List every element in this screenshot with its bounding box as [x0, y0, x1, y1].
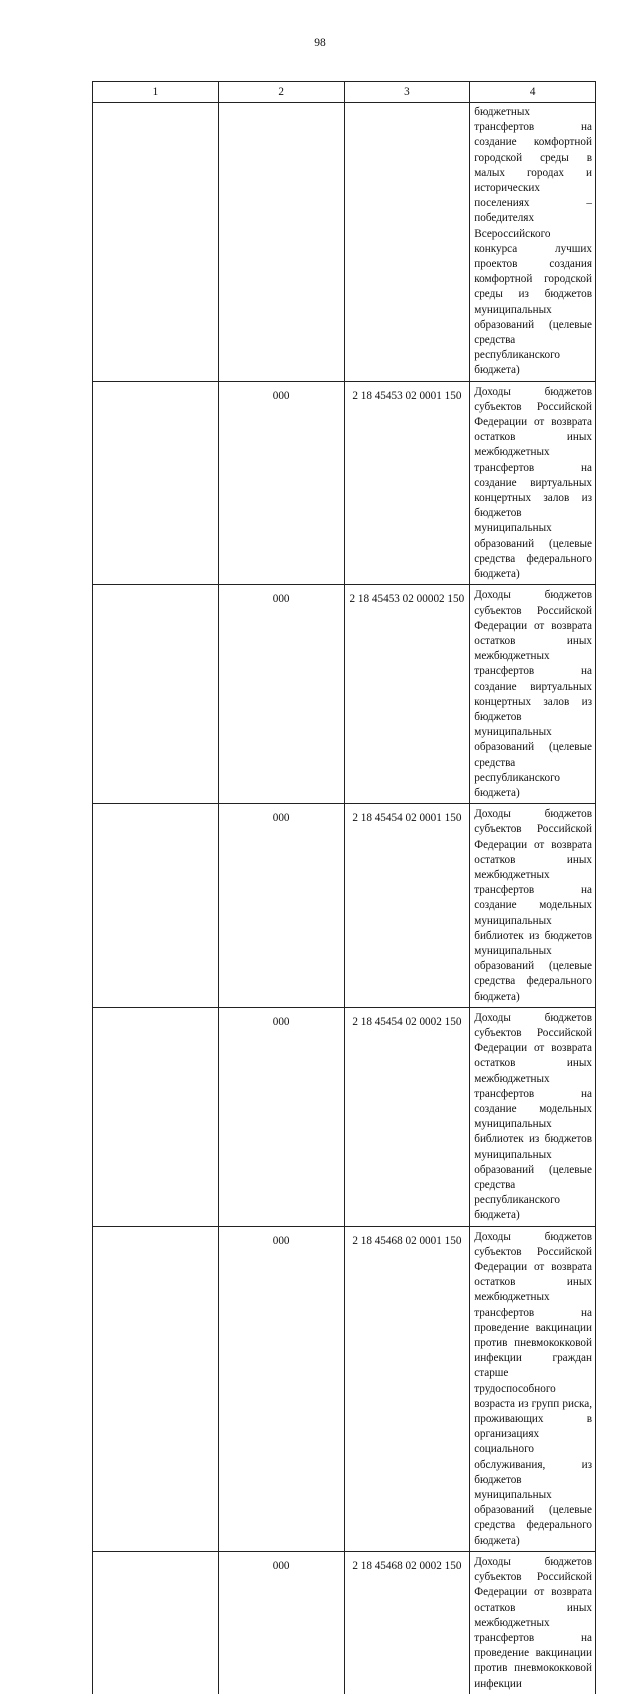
table-header-row — [93, 82, 596, 103]
table-cell — [93, 1007, 219, 1226]
description-cell: бюджетных трансфертов на создание комфортной городской среды в малых городах и исторических поселениях – победителях Всероссийского конкурса лучших проектов создания комфортной городской среды из бюджетов муниципальных образований (целевые средства республиканского бюджета) — [470, 103, 596, 382]
table-cell — [93, 381, 219, 585]
table-cell — [93, 585, 219, 804]
table-row — [93, 1226, 596, 1551]
admin-code-cell: 000 — [218, 1226, 344, 1551]
description-cell: Доходы бюджетов субъектов Российской Федерации от возврата остатков иных межбюджетных трансфертов на создание модельных муниципальных библиотек из бюджетов муниципальных образований (целевые средства федерального бюджета) — [470, 804, 596, 1008]
page-number: 98 — [314, 37, 326, 49]
column-header: 2 — [218, 82, 344, 103]
admin-code-cell: 000 — [218, 804, 344, 1008]
table-row — [93, 103, 596, 382]
description-cell: Доходы бюджетов субъектов Российской Федерации от возврата остатков иных межбюджетных трансфертов на создание виртуальных концертных залов из бюджетов муниципальных образований (целевые средства федерального бюджета) — [470, 381, 596, 585]
table-row — [93, 1551, 596, 1693]
revenue-code-cell: 2 18 45468 02 0001 150 — [344, 1226, 470, 1551]
admin-code-cell: 000 — [218, 1551, 344, 1693]
admin-code-cell: 000 — [218, 1007, 344, 1226]
revenue-code-cell: 2 18 45454 02 0002 150 — [344, 1007, 470, 1226]
table-row — [93, 381, 596, 585]
table-row — [93, 585, 596, 804]
revenue-code-cell: 2 18 45454 02 0001 150 — [344, 804, 470, 1008]
column-header: 3 — [344, 82, 470, 103]
revenue-code-cell: 2 18 45453 02 0001 150 — [344, 381, 470, 585]
table-row — [93, 1007, 596, 1226]
table-cell — [93, 103, 219, 382]
description-cell: Доходы бюджетов субъектов Российской Федерации от возврата остатков иных межбюджетных трансфертов на создание модельных муниципальных библиотек из бюджетов муниципальных образований (целевые средства республиканского бюджета) — [470, 1007, 596, 1226]
budget-classification-table — [92, 81, 596, 1694]
column-header: 4 — [470, 82, 596, 103]
table-cell — [93, 1551, 219, 1693]
revenue-code-cell: 2 18 45468 02 0002 150 — [344, 1551, 470, 1693]
table-cell — [93, 1226, 219, 1551]
admin-code-cell: 000 — [218, 585, 344, 804]
table-cell — [93, 804, 219, 1008]
admin-code-cell — [218, 103, 344, 382]
description-cell: Доходы бюджетов субъектов Российской Федерации от возврата остатков иных межбюджетных трансфертов на проведение вакцинации против пневмококковой инфекции — [470, 1551, 596, 1693]
table-row — [93, 804, 596, 1008]
revenue-code-cell — [344, 103, 470, 382]
description-cell: Доходы бюджетов субъектов Российской Федерации от возврата остатков иных межбюджетных трансфертов на проведение вакцинации против пневмококковой инфекции граждан старше трудоспособного возраста из групп риска, проживающих в организациях социального обслуживания, из бюджетов муниципальных образований (целевые средства федерального бюджета) — [470, 1226, 596, 1551]
description-cell: Доходы бюджетов субъектов Российской Федерации от возврата остатков иных межбюджетных трансфертов на создание виртуальных концертных залов из бюджетов муниципальных образований (целевые средства республиканского бюджета) — [470, 585, 596, 804]
revenue-code-cell: 2 18 45453 02 00002 150 — [344, 585, 470, 804]
admin-code-cell: 000 — [218, 381, 344, 585]
column-header: 1 — [93, 82, 219, 103]
